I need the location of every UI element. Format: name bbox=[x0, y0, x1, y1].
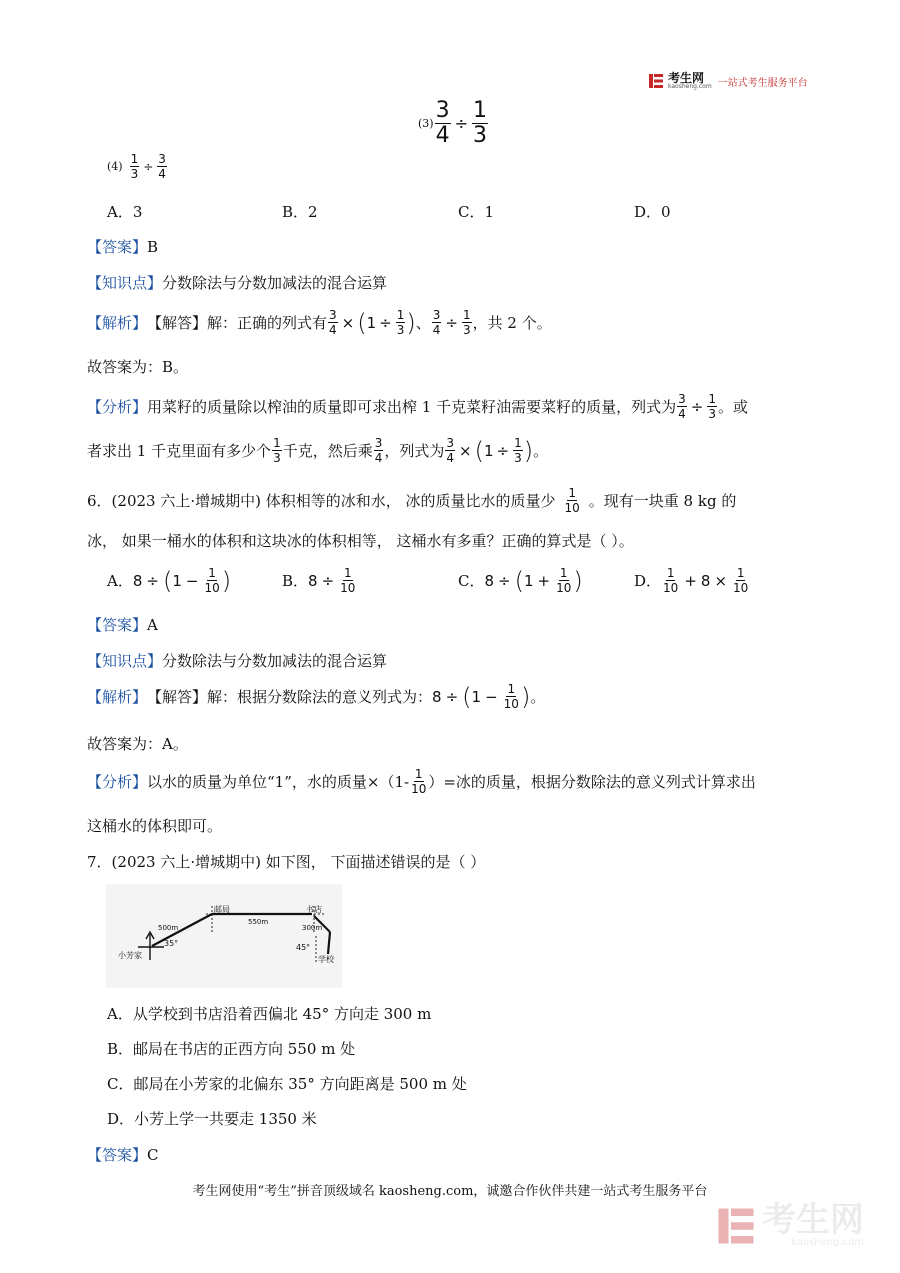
watermark-domain: kaosheng.com bbox=[791, 1237, 864, 1248]
q5-knowledge bbox=[87, 272, 387, 293]
fraction: $\frac{1}{3}$ bbox=[473, 98, 487, 148]
q7-option-b: B．邮局在书店的正西方向 550 m 处 bbox=[107, 1040, 356, 1058]
fraction: $\frac{3}{4}$ bbox=[435, 98, 450, 148]
fraction: $\frac{1}{3}$ bbox=[396, 308, 405, 337]
fraction: $\frac{1}{3}$ bbox=[514, 436, 522, 465]
answer-tag: 【答案】 bbox=[87, 238, 148, 256]
q6-stem-line2: 冰， 如果一桶水的体积和这块冰的体积相等， 这桶水有多重？正确的算式是（ ）。 bbox=[87, 532, 634, 550]
answer-tag: 【答案】 bbox=[87, 1146, 148, 1164]
fenxi-text: 用菜籽的质量除以榨油的质量即可求出榨 1 千克菜籽油需要菜籽的质量，列式为 bbox=[147, 398, 677, 416]
fraction: $\frac{1}{10}$ bbox=[204, 566, 220, 595]
q6-stem-text: 。现有一块重 8 kg 的 bbox=[588, 492, 737, 510]
analysis-tag: 【解析】 bbox=[87, 688, 148, 706]
q6-answer bbox=[87, 614, 158, 635]
fraction: $\frac{1}{10}$ bbox=[340, 566, 356, 595]
knowledge-text: 分数除法与分数加减法的混合运算 bbox=[162, 274, 388, 292]
q5-analysis: 【解析】 【解答】解：正确的列式有 $\frac{3}{4}$ × ( 1 ÷ $\frac{1}{3}$ ) 、 $\frac{3}{4}$ ÷ $\frac{1}{3}$ ，共 2 个。 bbox=[87, 308, 552, 337]
kaosheng-logo-icon bbox=[648, 73, 664, 89]
fraction: $\frac{1}{10}$ bbox=[564, 486, 580, 515]
answer-tag: 【答案】 bbox=[87, 616, 148, 634]
q6-option-b: B． 8 ÷ $\frac{1}{10}$ bbox=[282, 566, 356, 595]
fenxi-text: 千克，然后乘 bbox=[282, 442, 373, 460]
q5-conclusion: 故答案为：B。 bbox=[87, 358, 189, 376]
label-post: 邮局 bbox=[214, 905, 230, 914]
route-map-svg bbox=[106, 884, 342, 988]
fenxi-tag: 【分析】 bbox=[87, 398, 148, 416]
answer-value: A bbox=[147, 616, 158, 634]
fenxi-tag: 【分析】 bbox=[87, 773, 148, 791]
header-slogan: 一站式考生服务平台 bbox=[717, 77, 808, 89]
fraction: $\frac{3}{4}$ bbox=[446, 436, 455, 465]
fraction: $\frac{3}{4}$ bbox=[158, 152, 166, 181]
logo-domain: kaosheng.com bbox=[668, 83, 712, 90]
route-book-school-2 bbox=[328, 932, 330, 954]
label-school: 学校 bbox=[318, 955, 334, 964]
q5-option-a: A．3 bbox=[107, 203, 143, 221]
label-home: 小芳家 bbox=[118, 951, 142, 960]
label-book: 书店 bbox=[306, 905, 322, 914]
item-label: (4) bbox=[107, 160, 123, 173]
fraction: $\frac{1}{10}$ bbox=[503, 682, 519, 711]
q6-option-d: D． $\frac{1}{10}$ + 8 × $\frac{1}{10}$ bbox=[634, 566, 749, 595]
q7-option-c: C．邮局在小芳家的北偏东 35° 方向距离是 500 m 处 bbox=[107, 1075, 467, 1093]
angle-35: 35° bbox=[164, 939, 179, 948]
fraction: $\frac{3}{4}$ bbox=[678, 392, 686, 421]
q6-option-a: A． 8 ÷ ( 1 − $\frac{1}{10}$ ) bbox=[107, 566, 232, 595]
fenxi-end: 。 bbox=[533, 442, 549, 460]
analysis-prefix: 【解答】解：正确的列式有 bbox=[147, 314, 328, 332]
fenxi-text: 者求出 1 千克里面有多少个 bbox=[87, 442, 272, 460]
fraction: $\frac{3}{4}$ bbox=[374, 436, 383, 465]
q7-option-d: D．小芳上学一共要走 1350 米 bbox=[107, 1110, 317, 1128]
q5-option-d: D．0 bbox=[634, 203, 671, 221]
q7-answer bbox=[87, 1144, 159, 1165]
knowledge-tag: 【知识点】 bbox=[87, 652, 163, 670]
analysis-suffix: ，共 2 个。 bbox=[472, 314, 552, 332]
q6-option-c: C． 8 ÷ ( 1 + $\frac{1}{10}$ ) bbox=[458, 566, 583, 595]
fraction: $\frac{1}{10}$ bbox=[733, 566, 749, 595]
fraction: $\frac{1}{10}$ bbox=[411, 767, 427, 796]
q5-fenxi-line1: 【分析】 用菜籽的质量除以榨油的质量即可求出榨 1 千克菜籽油需要菜籽的质量，列式为 $\frac{3}{4}$ ÷ $\frac{1}{3}$ 。或 bbox=[87, 392, 748, 421]
angle-45: 45° bbox=[296, 943, 311, 952]
item-label: (3) bbox=[418, 117, 434, 130]
route-map bbox=[106, 884, 342, 988]
fraction: $\frac{1}{3}$ bbox=[463, 308, 471, 337]
fraction: $\frac{3}{4}$ bbox=[432, 308, 441, 337]
q6-conclusion: 故答案为：A。 bbox=[87, 735, 188, 753]
fraction: $\frac{3}{4}$ bbox=[329, 308, 337, 337]
q6-stem-line1 bbox=[87, 487, 736, 514]
q7-option-a: A．从学校到书店沿着西偏北 45° 方向走 300 m bbox=[107, 1005, 432, 1023]
answer-value: C bbox=[147, 1146, 159, 1164]
fenxi-text: 以水的质量为单位“1”，水的质量×（1- bbox=[147, 773, 410, 791]
q6-fenxi-line2: 这桶水的体积即可。 bbox=[87, 817, 223, 835]
fraction: $\frac{1}{10}$ bbox=[663, 566, 679, 595]
watermark bbox=[716, 1200, 864, 1248]
q5-item-3: (3) $\frac{3}{4}$ ÷ $\frac{1}{3}$ bbox=[418, 98, 487, 148]
header-logo bbox=[648, 72, 808, 90]
q6-fenxi-line1 bbox=[87, 768, 756, 795]
dist-500: 500m bbox=[158, 924, 179, 932]
fraction: $\frac{1}{3}$ bbox=[708, 392, 716, 421]
answer-value: B bbox=[147, 238, 159, 256]
analysis-tag: 【解析】 bbox=[87, 314, 148, 332]
q5-item-4: (4) $\frac{1}{3}$ ÷ $\frac{3}{4}$ bbox=[107, 152, 166, 181]
fraction: $\frac{1}{3}$ bbox=[130, 152, 139, 181]
fenxi-text: ）=冰的质量，根据分数除法的意义列式计算求出 bbox=[428, 773, 756, 791]
watermark-name: 考生网 bbox=[762, 1200, 864, 1240]
q5-fenxi-line2: 者求出 1 千克里面有多少个 $\frac{1}{3}$ 千克，然后乘 $\frac{3}{4}$ ，列式为 $\frac{3}{4}$ × ( 1 ÷ $\frac{1}{3}$ ) 。 bbox=[87, 436, 549, 465]
q7-stem: 7．(2023 六上·增城期中) 如下图， 下面描述错误的是（ ） bbox=[87, 853, 486, 871]
knowledge-text: 分数除法与分数加减法的混合运算 bbox=[162, 652, 388, 670]
q5-option-b: B．2 bbox=[282, 203, 318, 221]
knowledge-tag: 【知识点】 bbox=[87, 274, 163, 292]
fraction: $\frac{1}{3}$ bbox=[273, 436, 281, 465]
q6-knowledge bbox=[87, 650, 387, 671]
fraction: $\frac{1}{10}$ bbox=[556, 566, 572, 595]
fenxi-text: ，列式为 bbox=[384, 442, 445, 460]
logo-name: 考生网 bbox=[668, 71, 705, 85]
q6-analysis: 【解析】 【解答】解：根据分数除法的意义列式为： 8 ÷ ( 1 − $\frac{1}{10}$ ) 。 bbox=[87, 682, 546, 711]
analysis-prefix: 【解答】解：根据分数除法的意义列式为： bbox=[147, 688, 433, 706]
page-footer: 考生网使用“考生”拼音顶级域名 kaosheng.com，诚邀合作伙伴共建一站式考生服务平台 bbox=[192, 1184, 708, 1199]
q5-option-c: C．1 bbox=[458, 203, 495, 221]
dist-550: 550m bbox=[248, 918, 269, 926]
q5-answer bbox=[87, 236, 158, 257]
fenxi-end: 。或 bbox=[717, 398, 748, 416]
watermark-logo-icon bbox=[716, 1206, 756, 1246]
q6-stem-text: 6．(2023 六上·增城期中) 体积相等的冰和水， 冰的质量比水的质量少 bbox=[87, 492, 556, 510]
dist-300: 300m bbox=[302, 924, 323, 932]
